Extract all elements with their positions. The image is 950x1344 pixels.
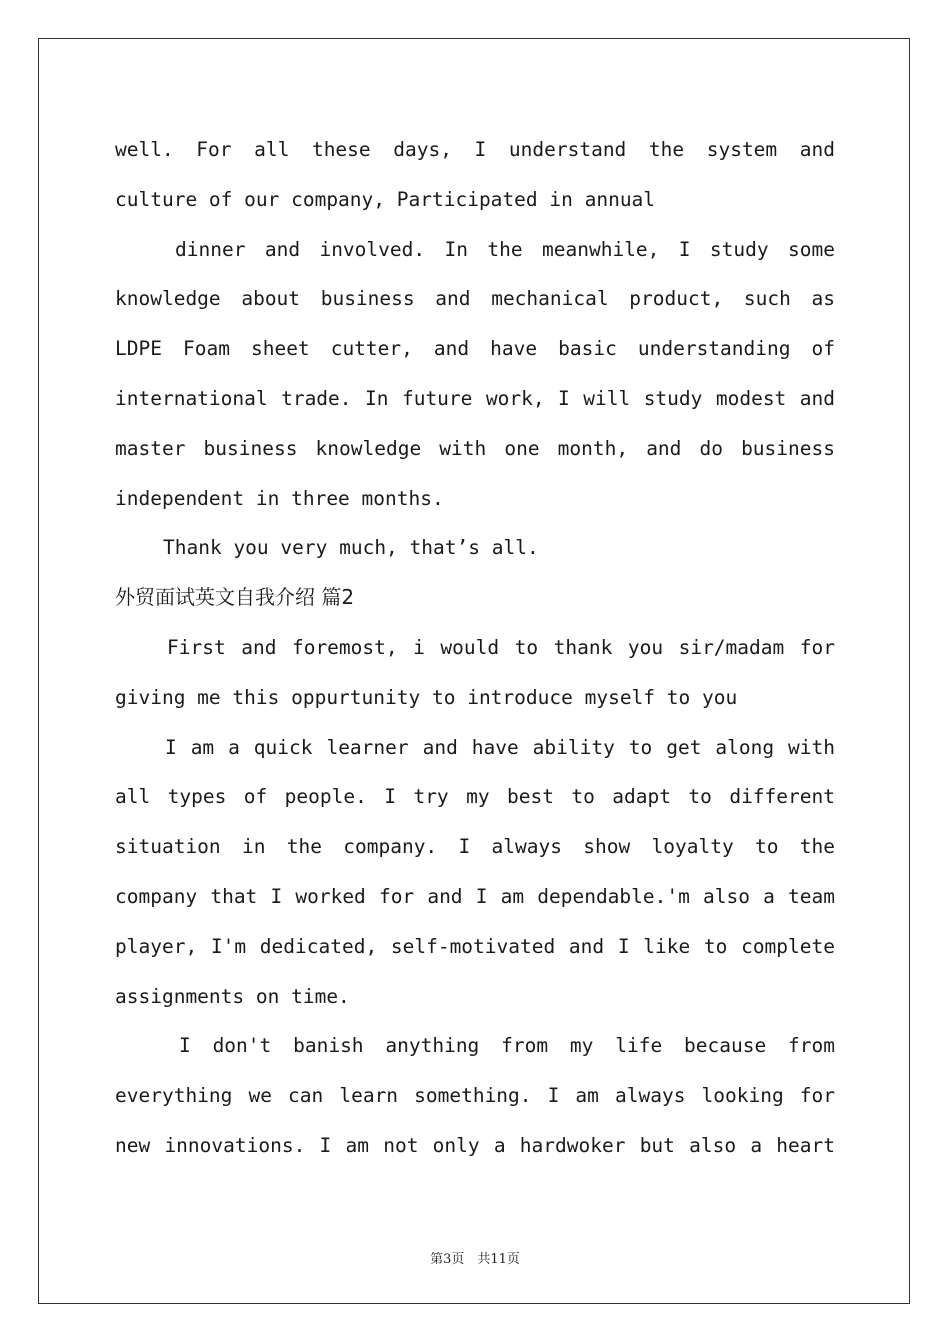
- text-line: independent in three months.: [115, 486, 444, 510]
- text-line: well. For all these days, I understand the system and: [115, 138, 835, 161]
- text-line: Thank you very much, that’s all.: [163, 536, 539, 560]
- text-line: I don't banish anything from my life because from: [179, 1034, 835, 1058]
- text-line: I am a quick learner and have ability to get along with: [165, 735, 835, 759]
- page-number-footer: 第3页 共11页: [430, 1252, 520, 1267]
- document-body: [115, 125, 835, 1171]
- text-line: culture of our company, Participated in annual: [115, 187, 656, 211]
- text-line: dinner and involved. In the meanwhile, I study some: [175, 237, 835, 261]
- text-line: knowledge about business and mechanical product, such as: [115, 287, 835, 311]
- text-line: master business knowledge with one month, and do business: [115, 436, 835, 460]
- text-line: situation in the company. I always show loyalty to the: [115, 835, 835, 859]
- text-line: LDPE Foam sheet cutter, and have basic understanding of: [115, 337, 835, 361]
- text-line: assignments on time.: [115, 984, 350, 1008]
- text-line: First and foremost, i would to thank you sir/madam for: [167, 635, 835, 659]
- text-line: company that I worked for and I am dependable.'m also a team: [115, 884, 835, 908]
- text-line: everything we can learn something. I am always looking for: [115, 1084, 835, 1108]
- text-line: player, I'm dedicated, self-motivated and I like to complete: [115, 934, 835, 958]
- section-heading: 外贸面试英文自我介绍 篇2: [115, 585, 355, 610]
- text-line: giving me this oppurtunity to introduce myself to you: [115, 685, 738, 709]
- text-line: new innovations. I am not only a hardwoker but also a heart: [115, 1133, 835, 1157]
- text-line: all types of people. I try my best to adapt to different: [115, 785, 835, 809]
- text-line: international trade. In future work, I will study modest and: [115, 386, 835, 410]
